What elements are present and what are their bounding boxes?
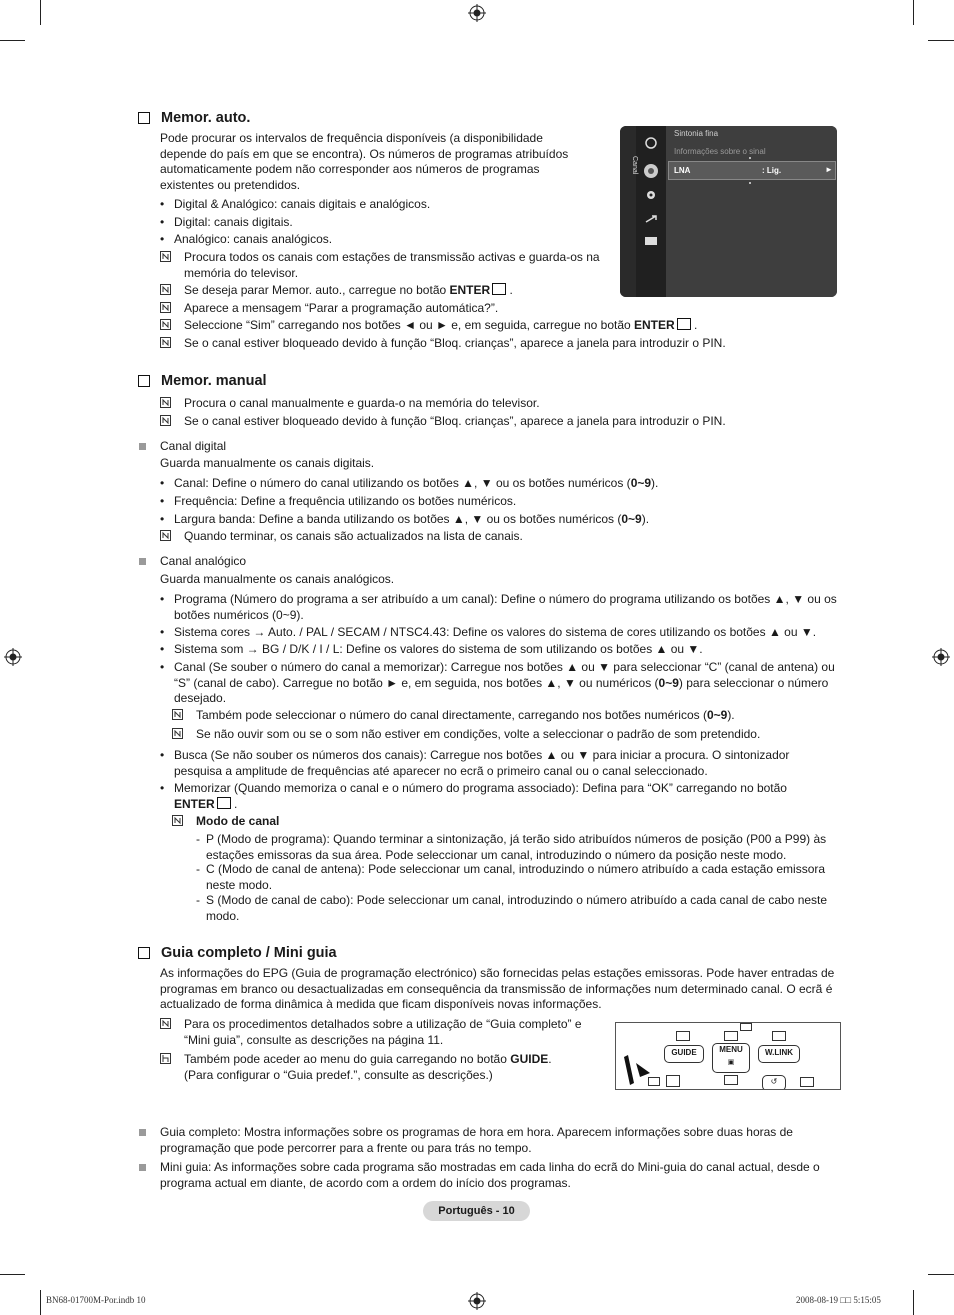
enter-icon: [677, 318, 691, 330]
remote-control-image: [615, 1022, 841, 1090]
section-title-memor-manual: Memor. manual: [138, 373, 267, 389]
menu-button[interactable]: MENU ▣: [712, 1043, 750, 1073]
info-icon: [800, 1077, 814, 1087]
list-item: - P (Modo de programa): Quando terminar a sintonização, já terão sido atribuídos números de posição (P00 a P99) às estações emissoras da sua área. Pode seleccionar um canal, introduzindo o número da posição neste modo.: [196, 832, 827, 862]
remote-note-icon: [160, 1053, 171, 1064]
menu-item-lna-value: : Lig.: [762, 166, 782, 175]
list-item: • Analógico: canais analógicos.: [160, 232, 333, 246]
page-number-badge: Português - 10: [423, 1201, 530, 1221]
registration-mark-icon: [468, 1292, 486, 1310]
info-icon: [772, 1031, 786, 1041]
guia-completo-desc: Guia completo: Mostra informações sobre os programas de hora em hora. Aparecem informações sobre duas horas de programação que pode percorrer para a frente ou para trás no tempo.: [160, 1125, 793, 1155]
registration-mark-icon: [468, 4, 486, 22]
note-item: Se o canal estiver bloqueado devido à função “Bloq. crianças”, aparece a janela para introduzir o PIN.: [160, 336, 840, 352]
note-icon: [160, 397, 171, 408]
guide-button[interactable]: GUIDE: [664, 1045, 704, 1063]
list-item: • Frequência: Define a frequência utilizando os botões numéricos.: [160, 494, 517, 508]
note-item: Para os procedimentos detalhados sobre a utilização de “Guia completo” e “Mini guia”, consulte as descrições na página 11.: [160, 1017, 600, 1048]
return-icon: ↺: [762, 1075, 786, 1090]
info-icon: [724, 1075, 738, 1085]
note-icon: [160, 284, 171, 295]
list-item: • Programa (Número do programa a ser atribuído a um canal): Define o número do programa utilizando os botões ▲, ▼ ou os botões numéricos (0~9).: [160, 592, 837, 622]
subsection-canal-analogico: Canal analógico: [160, 554, 247, 568]
note-item: Se não ouvir som ou se o som não estiver em condições, volte a seleccionar o padrão de som pretendido.: [172, 727, 840, 743]
list-item: • Digital & Analógico: canais digitais e analógicos.: [160, 197, 431, 211]
square-bullet-icon: [139, 558, 146, 565]
note-icon: [160, 251, 171, 262]
checkbox-icon: [138, 947, 150, 959]
list-item: • Canal (Se souber o número do canal a memorizar): Carregue nos botões ▲ ou ▼ para seleccionar “C” (canal de antena) ou “S” (canal de cabo). Carregue no botão ► e, em seguida, nos botões ▲, ▼ ou numéricos (0~9) para seleccionar o número desejado.: [160, 660, 835, 705]
registration-mark-icon: [932, 648, 950, 666]
note-icon: [160, 530, 171, 541]
note-icon: [160, 1018, 171, 1029]
pointer-hand-icon: [620, 1053, 650, 1089]
registration-mark-icon: [4, 648, 22, 666]
list-item: • Canal: Define o número do canal utilizando os botões ▲, ▼ ou os botões numéricos (0~9).: [160, 476, 659, 490]
menu-item-lna-label: LNA: [674, 166, 691, 175]
section-title-guia: Guia completo / Mini guia: [138, 945, 337, 961]
menu-side-label: Canal: [631, 156, 638, 175]
enter-icon: [217, 797, 231, 809]
note-icon: [160, 337, 171, 348]
info-icon: [676, 1031, 690, 1041]
note-item: Aparece a mensagem “Parar a programação automática?”.: [160, 301, 840, 317]
note-icon: [160, 319, 171, 330]
note-icon: [160, 302, 171, 313]
list-item: • Busca (Se não souber os números dos canais): Carregue nos botões ▲ ou ▼ para iniciar a procura. O sintonizador pesquisa a amplitude de frequências até aparecer no ecrã o primeiro canal ou o canal seleccionado.: [160, 748, 790, 778]
list-item: • Memorizar (Quando memoriza o canal e o número do programa associado): Defina para “OK” carregando no botão ENTER .: [160, 781, 787, 811]
checkbox-icon: [138, 112, 150, 124]
note-item: Se deseja parar Memor. auto., carregue no botão ENTER .: [160, 283, 600, 299]
list-item: • Digital: canais digitais.: [160, 215, 293, 229]
section-title-memor-auto: Memor. auto.: [138, 110, 250, 126]
tools-icon: [666, 1075, 680, 1087]
note-item: Procura o canal manualmente e guarda-o na memória do televisor.: [160, 396, 840, 412]
menu-item-sintonia-fina: Sintonia fina: [674, 129, 719, 138]
note-icon: [172, 709, 183, 720]
tv-menu-screenshot: [620, 126, 837, 297]
enter-icon: [492, 283, 506, 295]
checkbox-icon: [138, 375, 150, 387]
picture-icon: [644, 136, 658, 150]
slug-filename: BN68-01700M-Por.indb 10: [46, 1295, 146, 1305]
note-item: Se o canal estiver bloqueado devido à função “Bloq. crianças”, aparece a janela para introduzir o PIN.: [160, 414, 840, 430]
subsection-canal-digital: Canal digital: [160, 439, 227, 453]
input-icon: [644, 212, 658, 226]
slug-date: 2008-08-19 □□ 5:15:05: [796, 1295, 881, 1305]
menu-item-lna[interactable]: [668, 161, 836, 180]
note-icon: [172, 815, 183, 826]
list-item: - C (Modo de canal de antena): Pode seleccionar um canal, introduzindo o número atribuído a cada estação emissora neste modo.: [196, 862, 826, 892]
list-item: • Sistema cores → Auto. / PAL / SECAM / NTSC4.43: Define os valores do sistema de cores utilizando os botões ▲ ou ▼.: [160, 625, 817, 639]
note-item: Seleccione “Sim” carregando nos botões ◄ ou ► e, em seguida, carregue no botão ENTER .: [160, 318, 840, 334]
wlink-button[interactable]: W.LINK: [758, 1045, 800, 1063]
info-icon: [740, 1023, 752, 1031]
gear-icon: [644, 188, 658, 202]
note-item: Modo de canal: [172, 814, 840, 830]
note-item: Quando terminar, os canais são actualizados na lista de canais.: [160, 529, 840, 545]
channel-icon: [642, 162, 660, 180]
guia-intro: As informações do EPG (Guia de programação electrónico) são fornecidas pelas estações emissoras. Pode haver entradas de programas em branco ou desactualizadas em consequência da transmissão de informações num determinado canal. O ecrã é actualizado de forma dinâmica à medida que ficam disponíveis novas informações.: [160, 966, 835, 1011]
list-item: • Largura banda: Define a banda utilizando os botões ▲, ▼ ou os botões numéricos (0~9).: [160, 512, 650, 526]
note-item: Também pode seleccionar o número do canal directamente, carregando nos botões numéricos (0~9).: [172, 708, 840, 724]
menu-item-info-sinal: Informações sobre o sinal: [674, 147, 766, 156]
note-item: Procura todos os canais com estações de transmissão activas e guarda-os na memória do televisor.: [160, 250, 600, 281]
note-item: Também pode aceder ao menu do guia carregando no botão GUIDE. (Para configurar o “Guia predef.”, consulte as descrições.): [160, 1052, 600, 1083]
memor-auto-intro: Pode procurar os intervalos de frequência disponíveis (a disponibilidade depende do país em que se encontra). Os números de programas atribuídos automaticamente podem não corresponder aos números de programas existentes ou pretendidos.: [160, 131, 569, 192]
info-icon: [648, 1077, 660, 1086]
list-item: - S (Modo de canal de cabo): Pode seleccionar um canal, introduzindo o número atribuído a cada canal de cabo neste modo.: [196, 893, 828, 923]
note-icon: [160, 415, 171, 426]
info-icon: [724, 1031, 738, 1041]
square-bullet-icon: [139, 1164, 146, 1171]
square-bullet-icon: [139, 1129, 146, 1136]
list-item: • Sistema som → BG / D/K / I / L: Define os valores do sistema de som utilizando os botões ▲ ou ▼.: [160, 642, 703, 656]
mini-guia-desc: Mini guia: As informações sobre cada programa são mostradas em cada linha do ecrã do Mini-guia do canal actual, desde o programa actual em diante, de acordo com a ordem do início dos programas.: [160, 1160, 820, 1190]
arrow-right-icon: ►: [825, 165, 833, 174]
application-icon: [644, 234, 658, 248]
square-bullet-icon: [139, 443, 146, 450]
note-icon: [172, 728, 183, 739]
